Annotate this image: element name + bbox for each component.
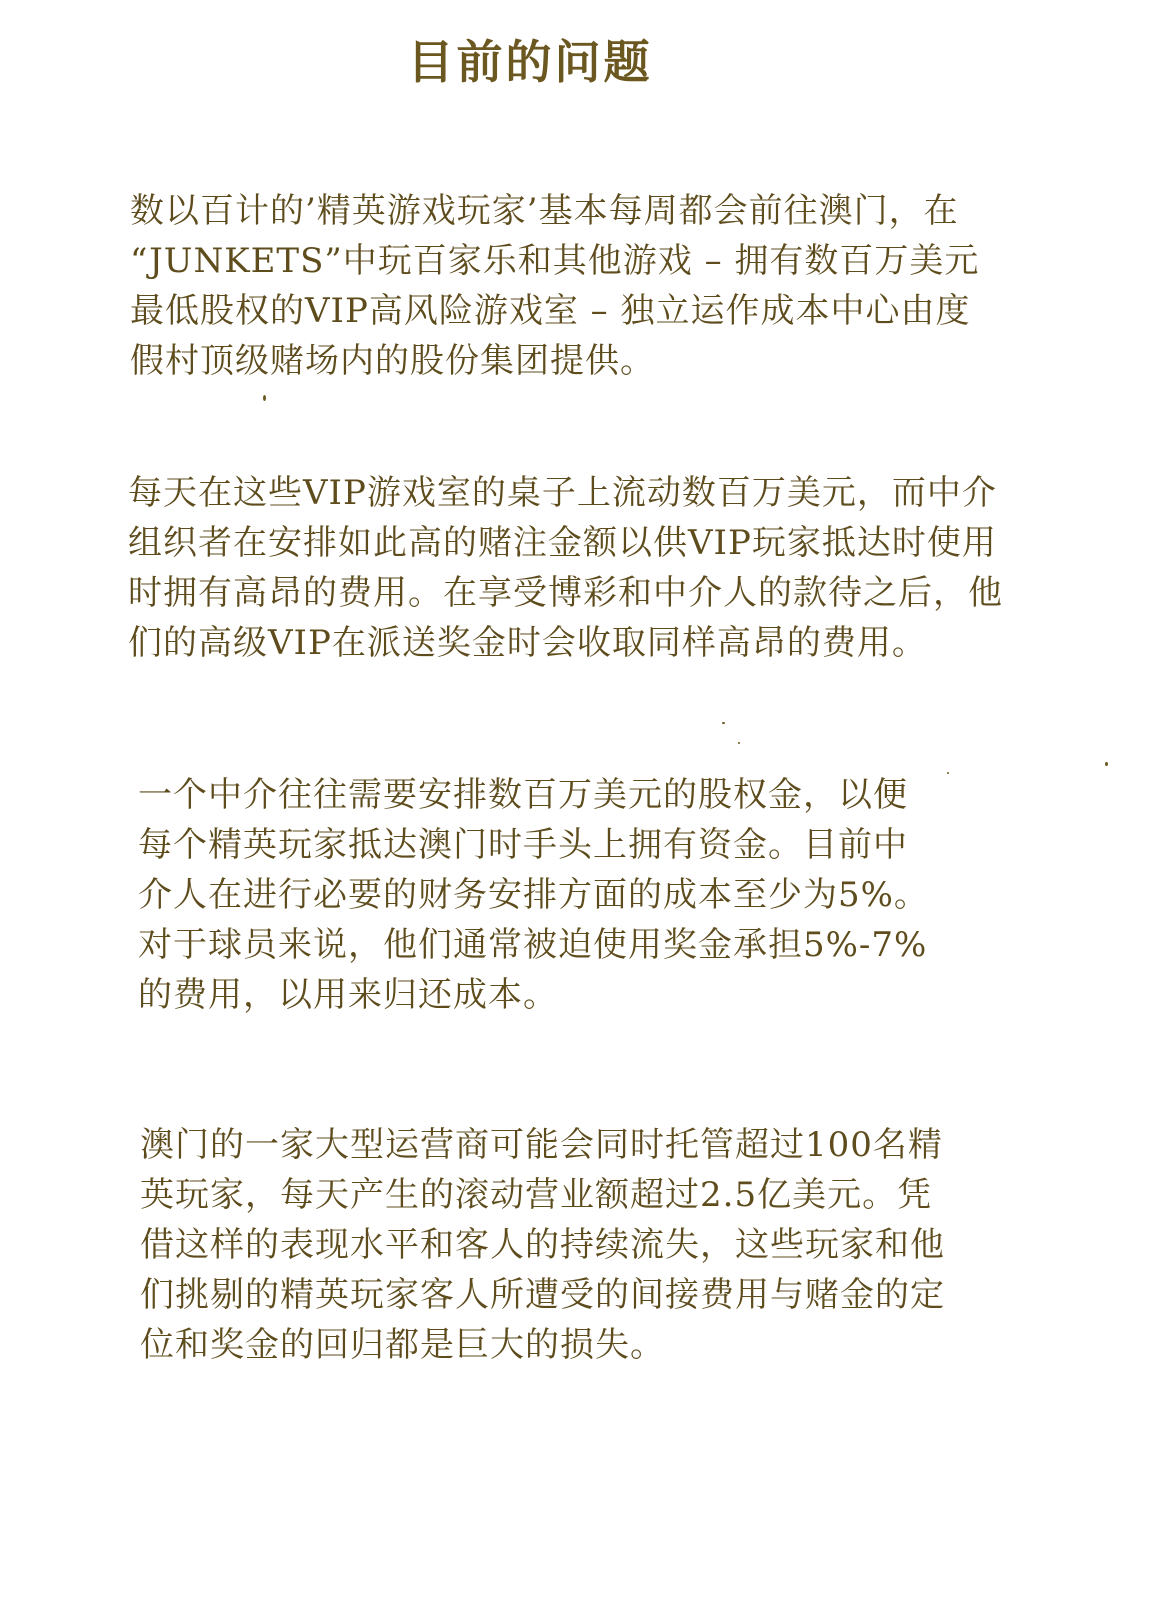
paragraph-line: 的费用，以用来归还成本。 xyxy=(138,975,558,1015)
paragraph-4 xyxy=(140,1120,945,1370)
paragraph-1 xyxy=(130,186,979,386)
paragraph-line: 一个中介往往需要安排数百万美元的股权金，以便 xyxy=(138,775,908,815)
scan-speck xyxy=(738,742,740,744)
paragraph-line: 们的高级VIP在派送奖金时会收取同样高昂的费用。 xyxy=(128,623,927,663)
paragraph-line: 澳门的一家大型运营商可能会同时托管超过100名精 xyxy=(140,1125,943,1165)
paragraph-line: 们挑剔的精英玩家客人所遭受的间接费用与赌金的定 xyxy=(140,1275,945,1315)
paragraph-line: 假村顶级赌场内的股份集团提供。 xyxy=(130,341,655,381)
scan-speck xyxy=(263,395,266,401)
paragraph-line: 介人在进行必要的财务安排方面的成本至少为5%。 xyxy=(138,875,929,915)
paragraph-line: 对于球员来说，他们通常被迫使用奖金承担5%-7% xyxy=(138,925,928,965)
paragraph-line: 最低股权的VIP高风险游戏室 – 独立运作成本中心由度 xyxy=(130,291,971,331)
page-title: 目前的问题 xyxy=(407,35,653,89)
paragraph-line: 时拥有高昂的费用。在享受博彩和中介人的款待之后，他 xyxy=(128,573,1003,613)
paragraph-line: 借这样的表现水平和客人的持续流失，这些玩家和他 xyxy=(140,1225,945,1265)
paragraph-line: “JUNKETS”中玩百家乐和其他游戏 – 拥有数百万美元 xyxy=(130,241,980,281)
scan-speck xyxy=(722,722,725,724)
scan-speck xyxy=(1105,762,1108,766)
paragraph-line: 英玩家，每天产生的滚动营业额超过2.5亿美元。凭 xyxy=(140,1175,933,1215)
paragraph-line: 每个精英玩家抵达澳门时手头上拥有资金。目前中 xyxy=(138,825,908,865)
paragraph-line: 数以百计的’精英游戏玩家’基本每周都会前往澳门，在 xyxy=(130,191,959,231)
paragraph-2 xyxy=(128,468,1003,668)
paragraph-3 xyxy=(138,770,929,1020)
paragraph-line: 每天在这些VIP游戏室的桌子上流动数百万美元，而中介 xyxy=(128,473,997,513)
scan-speck xyxy=(947,772,949,774)
paragraph-line: 位和奖金的回归都是巨大的损失。 xyxy=(140,1325,665,1365)
paragraph-line: 组织者在安排如此高的赌注金额以供VIP玩家抵达时使用 xyxy=(128,523,997,563)
